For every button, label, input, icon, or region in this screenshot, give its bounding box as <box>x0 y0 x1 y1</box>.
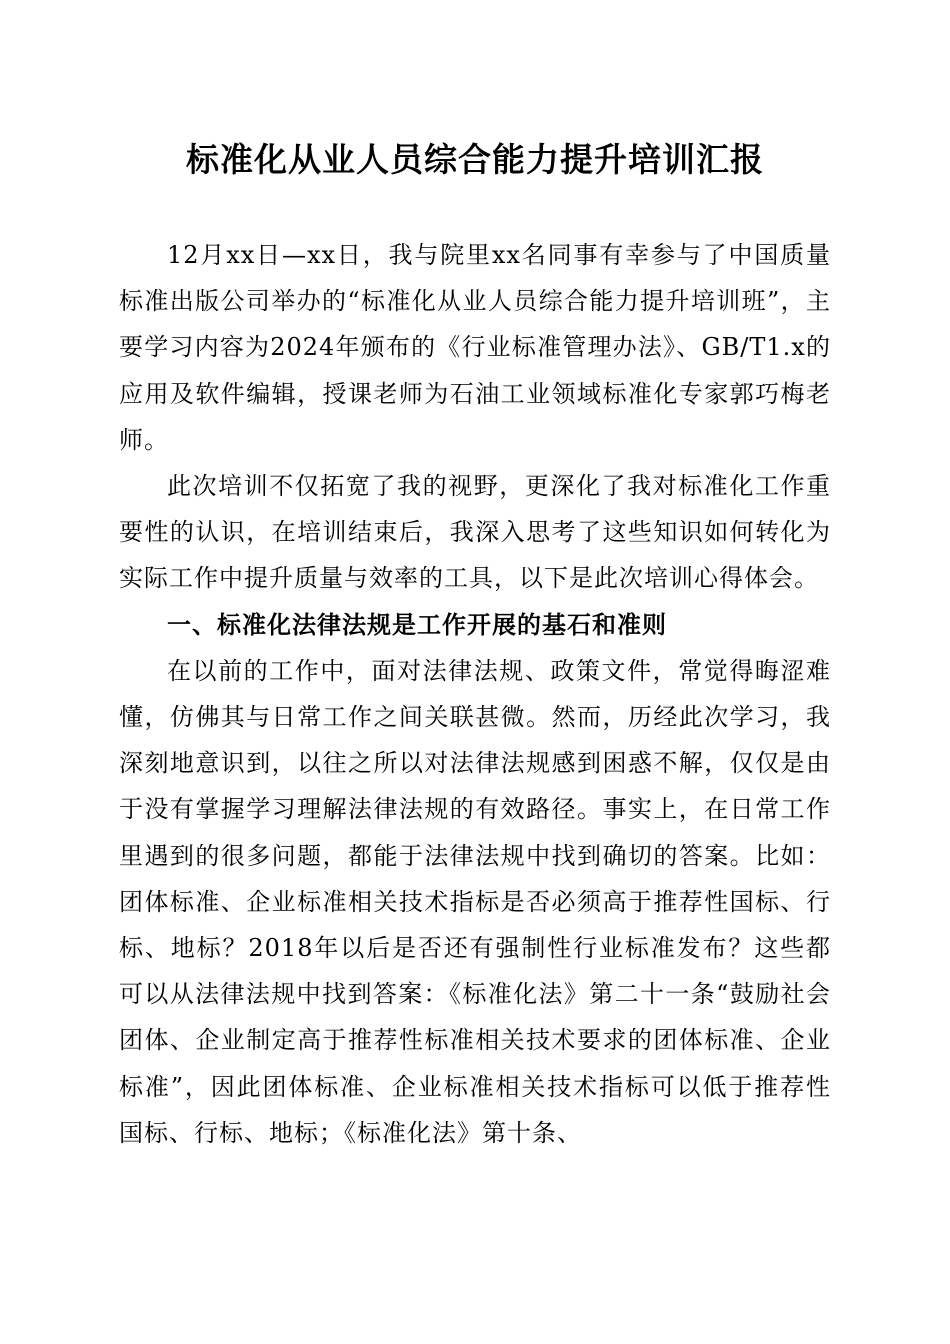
section-heading-1: 一、标准化法律法规是工作开展的基石和准则 <box>167 610 667 639</box>
paragraph-intro: 12月xx日—xx日，我与院里xx名同事有幸参与了中国质量标准出版公司举办的“标准化从业人员综合能力提升培训班”，主要学习内容为2024年颁布的《行业标准管理办法》、GB/T1.x的应用及软件编辑，授课老师为石油工业领域标准化专家郭巧梅老师。 <box>119 241 831 454</box>
paragraph-summary: 此次培训不仅拓宽了我的视野，更深化了我对标准化工作重要性的认识，在培训结束后，我深入思考了这些知识如何转化为实际工作中提升质量与效率的工具，以下是此次培训心得体会。 <box>119 472 831 593</box>
document-title: 标准化从业人员综合能力提升培训汇报 <box>186 140 764 179</box>
document-body <box>119 232 831 1156</box>
paragraph-section-1: 在以前的工作中，面对法律法规、政策文件，常觉得晦涩难懂，仿佛其与日常工作之间关联甚微。然而，历经此次学习，我深刻地意识到，以往之所以对法律法规感到困惑不解，仅仅是由于没有掌握学习理解法律法规的有效路径。事实上，在日常工作里遇到的很多问题，都能于法律法规中找到确切的答案。比如：团体标准、企业标准相关技术指标是否必须高于推荐性国标、行标、地标？2018年以后是否还有强制性行业标准发布？这些都可以从法律法规中找到答案：《标准化法》第二十一条“鼓励社会团体、企业制定高于推荐性标准相关技术要求的团体标准、企业标准”，因此团体标准、企业标准相关技术指标可以低于推荐性国标、行标、地标；《标准化法》第十条、 <box>119 656 831 1147</box>
